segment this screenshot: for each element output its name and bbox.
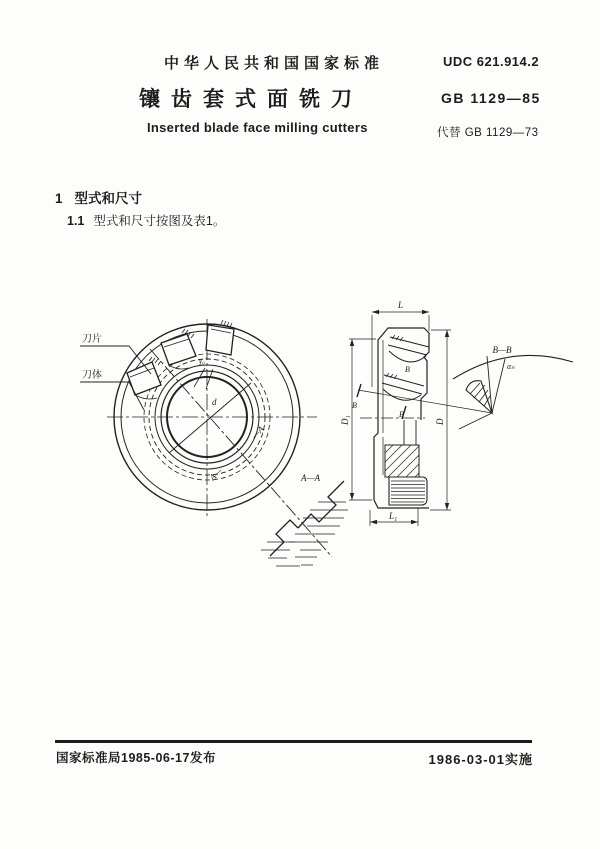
clearance-angle-label: αₙ bbox=[507, 362, 515, 371]
dim-d1 bbox=[340, 339, 376, 500]
blade-label: 刀片 bbox=[82, 334, 102, 345]
bb-angle-lines bbox=[459, 356, 505, 429]
section-a-start-label: A— bbox=[207, 465, 224, 483]
dim-d bbox=[430, 330, 451, 510]
footer-rule bbox=[55, 740, 532, 743]
page-title-english: Inserted blade face milling cutters bbox=[147, 120, 368, 135]
footer-issued-date: 国家标准局1985-06-17发布 bbox=[56, 751, 216, 765]
serration-block bbox=[389, 477, 427, 505]
cutter-body-label: 刀体 bbox=[82, 370, 102, 381]
milling-cutter-figure bbox=[55, 295, 580, 580]
serration-hatch-upper bbox=[289, 502, 348, 550]
section-heading bbox=[55, 187, 142, 207]
section-plane-aa-line bbox=[150, 349, 332, 557]
rake-angle-label: γ₀′ bbox=[199, 356, 207, 365]
plane-b-left-label: B bbox=[352, 401, 357, 410]
dim-l1-label: L₁ bbox=[389, 511, 398, 521]
section-a-end-label: —A bbox=[249, 423, 266, 441]
bore-diameter-label: d bbox=[212, 397, 217, 407]
dim-l-label: L bbox=[398, 300, 404, 310]
front-view bbox=[80, 319, 332, 557]
dim-d1-label: D₁ bbox=[340, 415, 350, 425]
page-title: 镶齿套式面铣刀 bbox=[139, 88, 363, 111]
detail-aa-label: A—A bbox=[301, 473, 320, 483]
serration-profile-upper bbox=[298, 481, 344, 528]
side-blade-band-2 bbox=[382, 373, 424, 400]
detail-aa-view bbox=[261, 473, 348, 566]
blade-center bbox=[161, 329, 196, 365]
detail-bb-view bbox=[453, 345, 573, 429]
side-mid-column bbox=[404, 420, 416, 445]
udc-number: UDC 621.914.2 bbox=[443, 54, 540, 69]
side-upper-outline bbox=[378, 328, 429, 420]
section-plane-bb bbox=[352, 365, 492, 419]
section-number: 1 bbox=[55, 191, 63, 206]
dim-d-label: D bbox=[435, 418, 445, 425]
plane-b-top-label: B bbox=[405, 365, 410, 374]
side-blade-band-1 bbox=[388, 335, 429, 362]
standard-number: GB 1129—85 bbox=[441, 90, 541, 106]
hub-hatched-block bbox=[385, 445, 419, 477]
footer-effective-date: 1986-03-01实施 bbox=[428, 752, 533, 767]
bb-blade-wedge bbox=[466, 381, 492, 413]
technical-drawing bbox=[55, 295, 580, 580]
serration-profile-lower bbox=[270, 520, 298, 556]
serration-hatch-lower bbox=[261, 542, 317, 566]
dim-l1 bbox=[370, 508, 418, 526]
detail-bb-label: B—B bbox=[492, 345, 512, 355]
dim-l bbox=[372, 300, 429, 387]
org-title: 中华人民共和国国家标准 bbox=[164, 55, 385, 72]
plane-b-mid-label: B bbox=[399, 410, 404, 419]
clause-1-1 bbox=[67, 211, 225, 229]
section-title: 型式和尺寸 bbox=[74, 191, 143, 206]
side-view bbox=[340, 300, 492, 526]
replaces-note: 代替 GB 1129—73 bbox=[437, 127, 539, 139]
clause-number: 1.1 bbox=[67, 214, 85, 228]
clause-text: 型式和尺寸按图及表1。 bbox=[93, 214, 226, 228]
